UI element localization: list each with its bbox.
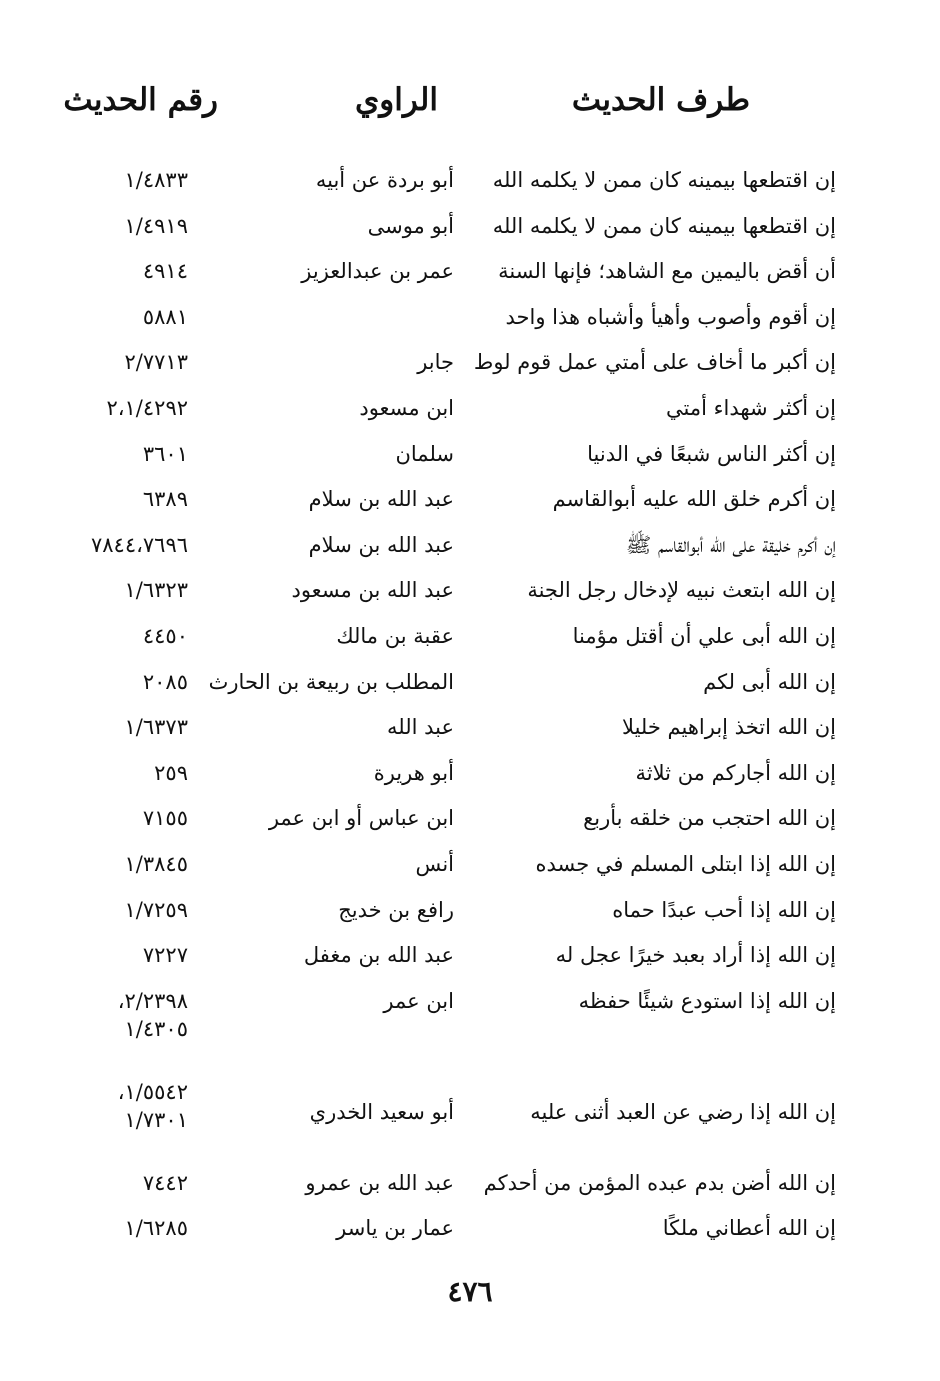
hadith-number-line: ١/٤٨٣٣ xyxy=(124,168,188,192)
hadith-text: إن الله أبى لكم xyxy=(703,669,836,694)
narrator-name: أبو هريرة xyxy=(373,760,454,785)
hadith-number xyxy=(118,1078,188,1134)
hadith-number-line: ١/٤٣٠٥ xyxy=(124,1016,188,1041)
column-header-narrator: الراوي xyxy=(354,82,438,118)
table-row xyxy=(0,386,940,432)
hadith-text: إن اقتطعها بيمينه كان ممن لا يكلمه الله xyxy=(492,213,836,238)
hadith-text: إن الله أضن بدم عبده المؤمن من أحدكم xyxy=(483,1170,836,1195)
hadith-number-line: ٤٩١٤ xyxy=(142,259,188,284)
hadith-number-line: ٢/٢٣٩٨، xyxy=(117,988,188,1013)
hadith-number-line: ١/٥٥٤٢، xyxy=(117,1079,188,1104)
narrator-name: المطلب بن ربيعة بن الحارث xyxy=(208,669,454,694)
hadith-number xyxy=(143,257,188,285)
hadith-number-line: ١/٧٢٥٩ xyxy=(124,897,188,922)
narrator-name: ابن عباس أو ابن عمر xyxy=(268,806,454,831)
table-row xyxy=(0,295,940,341)
hadith-number xyxy=(125,713,188,741)
narrator-name: سلمان xyxy=(395,441,454,466)
hadith-text: إن الله إذا أراد بعبد خيرًا عجل له xyxy=(555,943,836,968)
table-row xyxy=(0,660,940,706)
hadith-number-line: ١/٧٣٠١ xyxy=(124,1107,188,1132)
narrator-name: أنس xyxy=(415,851,454,876)
table-row xyxy=(0,614,940,660)
hadith-number xyxy=(143,804,188,832)
hadith-number xyxy=(125,166,188,194)
table-row xyxy=(0,751,940,797)
hadith-text: إن أكرم خليقة على الله أبوالقاسم ﷺ xyxy=(625,532,836,557)
hadith-text: إن أكثر الناس شبعًا في الدنيا xyxy=(587,441,836,466)
hadith-number-line: ٢٠٨٥ xyxy=(142,669,188,694)
hadith-number-line: ١/٦٣٢٣ xyxy=(124,578,188,603)
hadith-text: إن أكثر شهداء أمتي xyxy=(666,395,836,420)
page-number: ٤٧٦ xyxy=(447,1275,493,1308)
hadith-index-table xyxy=(0,158,940,1252)
hadith-text: إن الله إذا أحب عبدًا حماه xyxy=(612,897,836,922)
hadith-text: إن أقوم وأصوب وأهيأ وأشباه هذا واحد xyxy=(505,304,836,329)
hadith-text: إن الله إذا استودع شيئًا حفظه xyxy=(578,988,836,1013)
narrator-name: عبد الله بن سلام xyxy=(308,532,454,557)
hadith-text: إن اقتطعها بيمينه كان ممن لا يكلمه الله xyxy=(492,168,836,192)
hadith-text: إن الله أجاركم من ثلاثة xyxy=(635,760,836,785)
hadith-number xyxy=(125,1214,188,1242)
hadith-number-line: ٥٨٨١ xyxy=(142,304,188,329)
hadith-number-line: ٢/٧٧١٣ xyxy=(124,350,188,375)
narrator-name: عمار بن ياسر xyxy=(336,1216,454,1241)
hadith-text: إن الله ابتعث نبيه لإدخال رجل الجنة xyxy=(527,578,836,603)
hadith-number xyxy=(143,303,188,331)
narrator-name: عبد الله بن مغفل xyxy=(303,943,454,968)
table-row xyxy=(0,796,940,842)
hadith-number-line: ٣٦٠١ xyxy=(142,441,188,466)
table-row xyxy=(0,477,940,523)
hadith-number-line: ٧٢٢٧ xyxy=(142,943,188,968)
hadith-text: إن الله إذا ابتلى المسلم في جسده xyxy=(535,851,836,876)
narrator-name: عمر بن عبدالعزيز xyxy=(301,259,454,284)
table-row xyxy=(0,888,940,934)
table-row xyxy=(0,340,940,386)
hadith-number xyxy=(125,212,188,240)
hadith-number xyxy=(118,987,188,1043)
table-row xyxy=(0,933,940,979)
hadith-number-line: ١/٣٨٤٥ xyxy=(124,851,188,876)
hadith-number xyxy=(106,394,188,422)
hadith-number xyxy=(154,759,188,787)
table-row xyxy=(0,1070,940,1161)
narrator-name: عبد الله xyxy=(386,715,454,740)
narrator-name: رافع بن خديج xyxy=(338,897,454,922)
table-row xyxy=(0,1206,940,1252)
hadith-number xyxy=(143,941,188,969)
hadith-number-line: ٧٤٤٢ xyxy=(142,1170,188,1195)
table-row xyxy=(0,523,940,569)
narrator-name: أبو سعيد الخدري xyxy=(309,1099,454,1124)
hadith-number-line: ٢٥٩ xyxy=(154,760,188,785)
table-row xyxy=(0,249,940,295)
narrator-name: عبد الله بن عمرو xyxy=(305,1170,454,1195)
hadith-text: أن أقض باليمين مع الشاهد؛ فإنها السنة xyxy=(498,259,836,284)
hadith-number xyxy=(125,576,188,604)
table-row xyxy=(0,705,940,751)
hadith-text: إن الله أعطاني ملكًا xyxy=(662,1216,836,1241)
hadith-number xyxy=(125,348,188,376)
column-header-hadith: طرف الحديث xyxy=(571,82,750,118)
hadith-number-line: ١/٦٣٧٣ xyxy=(124,715,188,740)
hadith-text: إن الله إذا رضي عن العبد أثنى عليه xyxy=(530,1099,836,1124)
table-row xyxy=(0,432,940,478)
hadith-number xyxy=(143,622,188,650)
hadith-number xyxy=(125,896,188,924)
narrator-name: أبو بردة عن أبيه xyxy=(315,168,454,192)
hadith-number xyxy=(143,668,188,696)
hadith-number-line: ٦٣٨٩ xyxy=(142,487,188,512)
hadith-text: إن الله أبى علي أن أقتل مؤمنا xyxy=(572,623,836,648)
narrator-name: ابن عمر xyxy=(383,988,454,1013)
table-row xyxy=(0,568,940,614)
hadith-number-line: ١/٦٢٨٥ xyxy=(124,1216,188,1241)
table-row xyxy=(0,158,940,204)
table-row xyxy=(0,979,940,1070)
hadith-number xyxy=(125,850,188,878)
hadith-number xyxy=(91,531,188,559)
hadith-text: إن أكرم خلق الله عليه أبوالقاسم xyxy=(552,487,836,512)
table-row xyxy=(0,842,940,888)
column-header-number: رقم الحديث xyxy=(63,82,218,118)
narrator-name: عقبة بن مالك xyxy=(336,623,454,648)
table-row xyxy=(0,204,940,250)
hadith-number xyxy=(143,440,188,468)
narrator-name: عبد الله بن سلام xyxy=(308,487,454,512)
hadith-text: إن أكبر ما أخاف على أمتي عمل قوم لوط xyxy=(473,350,836,375)
table-row xyxy=(0,1161,940,1207)
narrator-name: عبد الله بن مسعود xyxy=(291,578,454,603)
narrator-name: أبو موسى xyxy=(367,213,454,238)
hadith-number-line: ٢،١/٤٢٩٢ xyxy=(106,395,188,420)
hadith-text: إن الله احتجب من خلقه بأربع xyxy=(583,806,836,831)
narrator-name: جابر xyxy=(417,350,454,375)
hadith-number-line: ٧١٥٥ xyxy=(142,806,188,831)
narrator-name: ابن مسعود xyxy=(359,395,454,420)
hadith-text: إن الله اتخذ إبراهيم خليلا xyxy=(622,715,836,740)
hadith-number-line: ١/٤٩١٩ xyxy=(124,213,188,238)
hadith-number-line: ٧٨٤٤،٧٦٩٦ xyxy=(90,532,188,557)
hadith-number xyxy=(143,485,188,513)
hadith-number-line: ٤٤٥٠ xyxy=(142,623,188,648)
hadith-number xyxy=(143,1169,188,1197)
